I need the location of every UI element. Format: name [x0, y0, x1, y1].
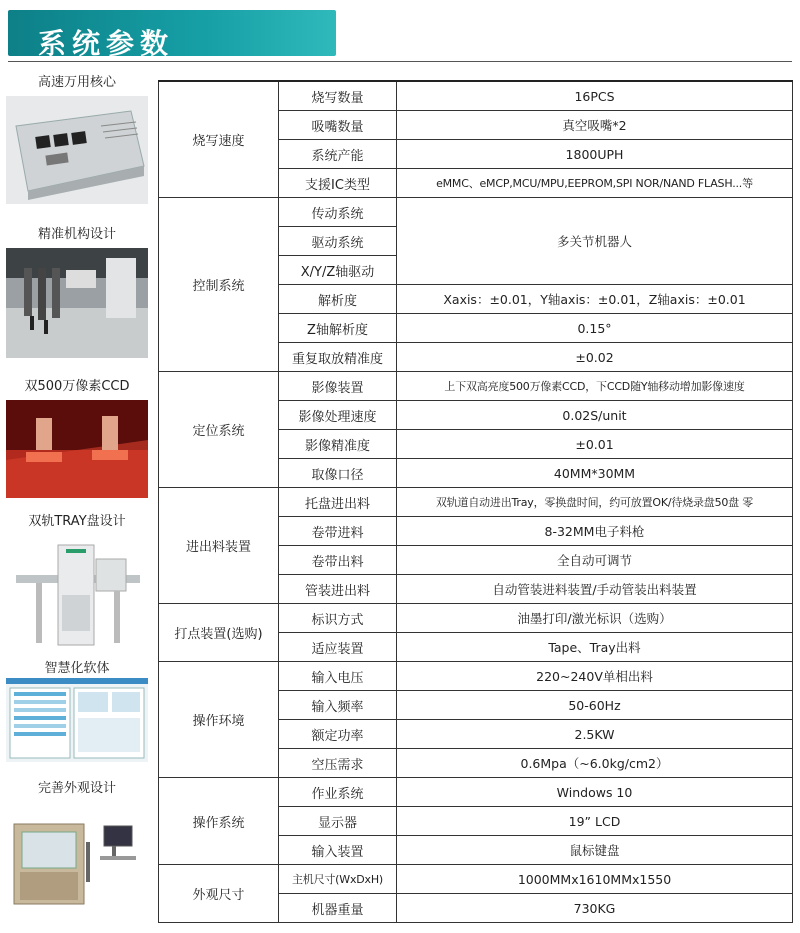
mechanism-image — [6, 248, 148, 358]
tray-machine-image — [6, 535, 148, 655]
value-cell: 2.5KW — [397, 720, 793, 749]
item-cell: 输入装置 — [279, 836, 397, 865]
value-cell: ±0.02 — [397, 343, 793, 372]
item-cell: 输入电压 — [279, 662, 397, 691]
feature-appearance — [6, 780, 148, 798]
item-cell: 取像口径 — [279, 459, 397, 488]
table-row — [159, 81, 793, 111]
item-cell: 标识方式 — [279, 604, 397, 633]
value-cell: 40MM*30MM — [397, 459, 793, 488]
category-cell: 烧写速度 — [159, 81, 279, 198]
value-cell: 1800UPH — [397, 140, 793, 169]
value-cell: 油墨打印/激光标识（选购） — [397, 604, 793, 633]
feature-mechanism — [6, 226, 148, 244]
item-cell: 支援IC类型 — [279, 169, 397, 198]
value-cell: 0.15° — [397, 314, 793, 343]
value-cell: 19” LCD — [397, 807, 793, 836]
value-cell: 全自动可调节 — [397, 546, 793, 575]
item-cell: 烧写数量 — [279, 81, 397, 111]
ccd-camera-image — [6, 400, 148, 498]
item-cell: 主机尺寸(WxDxH) — [279, 865, 397, 894]
item-cell: 影像处理速度 — [279, 401, 397, 430]
value-cell: 真空吸嘴*2 — [397, 111, 793, 140]
item-cell: 影像装置 — [279, 372, 397, 401]
category-cell: 打点装置(选购) — [159, 604, 279, 662]
item-cell: 卷带出料 — [279, 546, 397, 575]
software-ui-image — [6, 678, 148, 762]
value-cell: 自动管装进料装置/手动管装出料装置 — [397, 575, 793, 604]
item-cell: X/Y/Z轴驱动 — [279, 256, 397, 285]
feature-core — [6, 74, 148, 92]
header-divider — [8, 61, 792, 62]
feature-caption: 精准机构设计 — [37, 227, 116, 242]
category-cell: 操作环境 — [159, 662, 279, 778]
feature-caption: 双轨TRAY盘设计 — [28, 514, 126, 529]
section-title: 系统参数 — [38, 27, 175, 60]
spec-table — [158, 80, 793, 923]
value-cell: 鼠标键盘 — [397, 836, 793, 865]
feature-caption: 完善外观设计 — [37, 781, 116, 796]
item-cell: 系统产能 — [279, 140, 397, 169]
table-row — [159, 198, 793, 227]
item-cell: 额定功率 — [279, 720, 397, 749]
item-cell: 管装进出料 — [279, 575, 397, 604]
item-cell: 重复取放精准度 — [279, 343, 397, 372]
value-cell: 220~240V单相出料 — [397, 662, 793, 691]
table-row — [159, 372, 793, 401]
item-cell: 显示器 — [279, 807, 397, 836]
table-row — [159, 604, 793, 633]
value-cell: Tape、Tray出料 — [397, 633, 793, 662]
category-cell: 进出料装置 — [159, 488, 279, 604]
machine-exterior-image — [6, 802, 148, 910]
table-row — [159, 778, 793, 807]
item-cell: 卷带进料 — [279, 517, 397, 546]
item-cell: 输入频率 — [279, 691, 397, 720]
value-cell: 0.6Mpa（~6.0kg/cm2） — [397, 749, 793, 778]
item-cell: 适应装置 — [279, 633, 397, 662]
value-cell: 50-60Hz — [397, 691, 793, 720]
item-cell: 空压需求 — [279, 749, 397, 778]
section-title-banner — [8, 10, 336, 60]
item-cell: 传动系统 — [279, 198, 397, 227]
core-module-image — [6, 96, 148, 204]
value-cell: 1000MMx1610MMx1550 — [397, 865, 793, 894]
category-cell: 操作系统 — [159, 778, 279, 865]
item-cell: 托盘进出料 — [279, 488, 397, 517]
item-cell: 吸嘴数量 — [279, 111, 397, 140]
item-cell: Z轴解析度 — [279, 314, 397, 343]
item-cell: 作业系统 — [279, 778, 397, 807]
feature-software — [6, 660, 148, 678]
feature-tray — [6, 513, 148, 531]
feature-ccd — [6, 378, 148, 396]
category-cell: 控制系统 — [159, 198, 279, 372]
value-cell: eMMC、eMCP,MCU/MPU,EEPROM,SPI NOR/NAND FLASH...等 — [397, 169, 793, 198]
item-cell: 驱动系统 — [279, 227, 397, 256]
feature-caption: 高速万用核心 — [37, 75, 116, 90]
value-cell: 上下双高亮度500万像素CCD，下CCD随Y轴移动增加影像速度 — [397, 372, 793, 401]
value-cell: Windows 10 — [397, 778, 793, 807]
item-cell: 影像精准度 — [279, 430, 397, 459]
item-cell: 机器重量 — [279, 894, 397, 923]
feature-caption: 双500万像素CCD — [24, 379, 130, 394]
item-cell: 解析度 — [279, 285, 397, 314]
category-cell: 定位系统 — [159, 372, 279, 488]
value-cell: 8-32MM电子料枪 — [397, 517, 793, 546]
value-cell: 730KG — [397, 894, 793, 923]
table-row — [159, 865, 793, 894]
value-cell: 0.02S/unit — [397, 401, 793, 430]
value-cell: 16PCS — [397, 81, 793, 111]
value-cell: ±0.01 — [397, 430, 793, 459]
table-row — [159, 488, 793, 517]
value-cell: 双轨道自动进出Tray，零换盘时间，约可放置OK/待烧录盘50盘 零 — [397, 488, 793, 517]
value-cell: 多关节机器人 — [397, 198, 793, 285]
feature-caption: 智慧化软体 — [44, 661, 110, 676]
category-cell: 外观尺寸 — [159, 865, 279, 923]
table-row — [159, 662, 793, 691]
value-cell: Xaxis：±0.01，Y轴axis：±0.01，Z轴axis：±0.01 — [397, 285, 793, 314]
